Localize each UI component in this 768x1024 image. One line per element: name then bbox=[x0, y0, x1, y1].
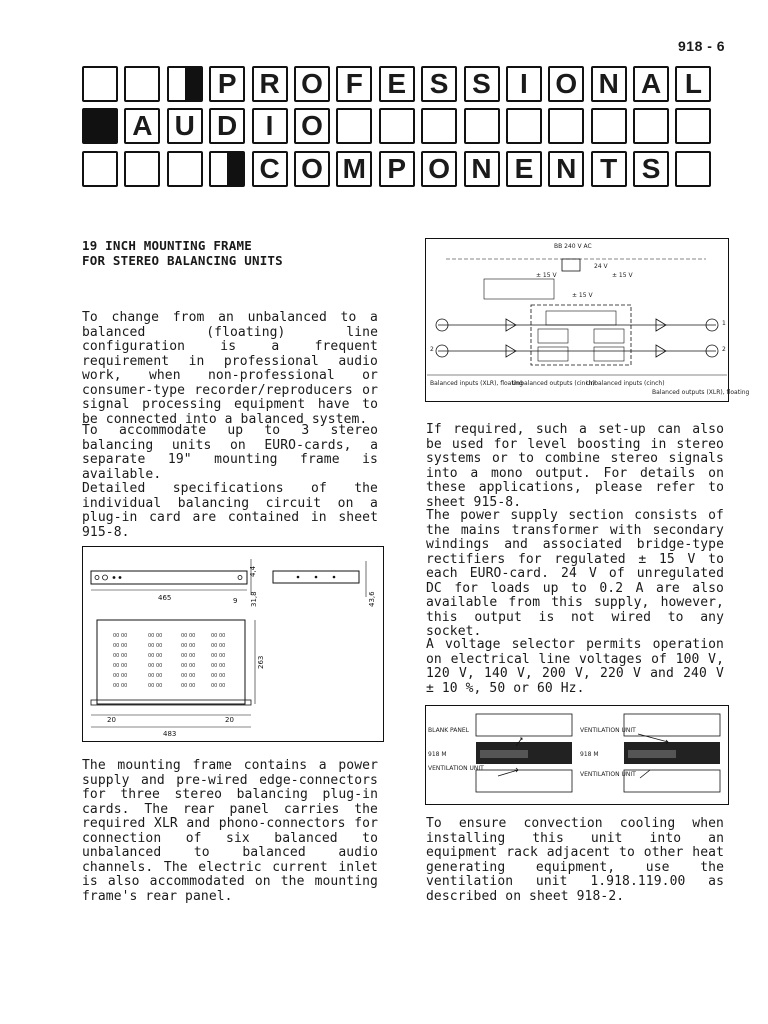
schematic-15v-b: ± 15 V bbox=[612, 272, 633, 279]
schematic-unbalanced-inputs: Unbalanced inputs (cinch) bbox=[586, 380, 665, 387]
svg-text:00 00: 00 00 bbox=[148, 643, 163, 649]
title-cell: O bbox=[294, 151, 330, 187]
svg-text:00 00: 00 00 bbox=[113, 653, 128, 659]
title-cell bbox=[675, 108, 711, 144]
paragraph-specifications: Detailed specifications of the individual balancing circuit on a plug-in card are contained in sheet 915-8. bbox=[82, 481, 378, 540]
svg-text:00 00: 00 00 bbox=[211, 683, 226, 689]
title-cell: A bbox=[124, 108, 160, 144]
vent-equip-right: 918 M bbox=[580, 751, 599, 758]
title-cell bbox=[167, 151, 203, 187]
title-cell: U bbox=[167, 108, 203, 144]
title-cell: S bbox=[464, 66, 500, 102]
svg-text:00 00: 00 00 bbox=[148, 673, 163, 679]
svg-text:00 00: 00 00 bbox=[113, 633, 128, 639]
schematic-out-1: 1 bbox=[722, 320, 726, 327]
block-diagram bbox=[425, 238, 750, 402]
title-cell: S bbox=[421, 66, 457, 102]
title-cell: M bbox=[336, 151, 372, 187]
title-cell bbox=[209, 151, 245, 187]
heading-line-1: 19 INCH MOUNTING FRAME bbox=[82, 238, 252, 253]
title-cell: L bbox=[675, 66, 711, 102]
title-cell: T bbox=[591, 151, 627, 187]
title-cell: D bbox=[209, 108, 245, 144]
title-cell: I bbox=[252, 108, 288, 144]
title-cell: R bbox=[252, 66, 288, 102]
title-cell: E bbox=[506, 151, 542, 187]
title-cell bbox=[167, 66, 203, 102]
dim-436: 43,6 bbox=[368, 591, 376, 607]
title-cell: O bbox=[548, 66, 584, 102]
svg-text:00 00: 00 00 bbox=[211, 663, 226, 669]
svg-text:00 00: 00 00 bbox=[113, 663, 128, 669]
title-cell bbox=[124, 66, 160, 102]
paragraph-accommodate: To accommodate up to 3 stereo balancing units on EURO-cards, a separate 19" mounting frame is available. bbox=[82, 423, 378, 482]
dim-44: 4,4 bbox=[249, 565, 257, 577]
sheet-number: 918 - 6 bbox=[678, 38, 726, 54]
svg-text:00 00: 00 00 bbox=[148, 663, 163, 669]
title-cell bbox=[124, 151, 160, 187]
schematic-unbalanced-outputs: Unbalanced outputs (cinch) bbox=[512, 380, 595, 387]
svg-text:00 00: 00 00 bbox=[148, 683, 163, 689]
title-cell bbox=[82, 151, 118, 187]
title-cell bbox=[421, 108, 457, 144]
mounting-frame-svg bbox=[83, 547, 383, 741]
section-heading bbox=[82, 238, 283, 268]
svg-text:00 00: 00 00 bbox=[211, 653, 226, 659]
mounting-frame-drawing bbox=[82, 546, 384, 742]
paragraph-voltage-selector: A voltage selector permits operation on electrical line voltages of 100 V, 120 V, 140 V, 200 V, 220 V and 240 V ± 10 %, 50 or 60 Hz. bbox=[426, 637, 724, 696]
dim-20-left: 20 bbox=[107, 716, 116, 724]
title-cell: I bbox=[506, 66, 542, 102]
title-cell bbox=[633, 108, 669, 144]
svg-text:00 00: 00 00 bbox=[181, 683, 196, 689]
title-cell bbox=[506, 108, 542, 144]
svg-text:00 00: 00 00 bbox=[181, 663, 196, 669]
title-cell: F bbox=[336, 66, 372, 102]
heading-line-2: FOR STEREO BALANCING UNITS bbox=[82, 253, 283, 268]
title-cell: C bbox=[252, 151, 288, 187]
title-row-components bbox=[82, 151, 718, 187]
title-cell: P bbox=[379, 151, 415, 187]
dim-483: 483 bbox=[163, 730, 177, 738]
svg-text:00 00: 00 00 bbox=[148, 653, 163, 659]
paragraph-power-supply: The power supply section consists of the mains transformer with secondary windings and associated bridge-type rectifiers for regulated ± 15 V to each EURO-card. 24 V of unregulated DC for loads up to 0.2 A are also available from this supply, however, this output is not wired to any socket. bbox=[426, 508, 724, 639]
schematic-top-label: BB 240 V AC bbox=[554, 243, 592, 250]
ventilation-svg bbox=[426, 706, 728, 804]
title-cell: N bbox=[464, 151, 500, 187]
schematic-out-2: 2 bbox=[722, 346, 726, 353]
dim-20-right: 20 bbox=[225, 716, 234, 724]
svg-text:00 00: 00 00 bbox=[113, 643, 128, 649]
dim-465: 465 bbox=[158, 594, 172, 602]
title-cell: P bbox=[209, 66, 245, 102]
title-cell: O bbox=[421, 151, 457, 187]
svg-text:00 00: 00 00 bbox=[181, 643, 196, 649]
title-cell: N bbox=[548, 151, 584, 187]
title-cell bbox=[464, 108, 500, 144]
paragraph-intro: To change from an unbalanced to a balanced (floating) line configuration is a frequent requirement in professional audio work, when non-professional or consumer-type recorder/reproducers or signal processing equipment have to be connected into a balanced system. bbox=[82, 310, 378, 427]
ventilation-drawing bbox=[425, 705, 729, 805]
paragraph-level-boosting: If required, such a set-up can also be used for level boosting in stereo systems or to combine stereo signals into a mono output. For details on these applications, please refer to sheet 915-8. bbox=[426, 422, 724, 510]
title-cell bbox=[548, 108, 584, 144]
title-cell bbox=[82, 66, 118, 102]
schematic-balanced-outputs: Balanced outputs (XLR), floating bbox=[652, 389, 750, 396]
title-cell bbox=[82, 108, 118, 144]
paragraph-convection-cooling: To ensure convection cooling when installing this unit into an equipment rack adjacent to other heat generating equipment, use the ventilation unit 1.918.119.00 as described on sheet 918-2. bbox=[426, 816, 724, 904]
block-diagram-svg bbox=[426, 239, 750, 401]
title-cell bbox=[336, 108, 372, 144]
vent-unit-right-top: VENTILATION UNIT bbox=[580, 727, 636, 734]
vent-unit-left: VENTILATION UNIT bbox=[428, 765, 484, 772]
vent-unit-right-bottom: VENTILATION UNIT bbox=[580, 771, 636, 778]
svg-text:00 00: 00 00 bbox=[211, 673, 226, 679]
title-cell: O bbox=[294, 66, 330, 102]
title-cell bbox=[591, 108, 627, 144]
svg-text:00 00: 00 00 bbox=[181, 653, 196, 659]
schematic-in-2: 2 bbox=[430, 346, 434, 353]
dim-263: 263 bbox=[257, 655, 265, 669]
dim-318: 31,8 bbox=[250, 591, 258, 607]
schematic-15v-c: ± 15 V bbox=[572, 292, 593, 299]
schematic-24v: 24 V bbox=[594, 263, 608, 270]
paragraph-mounting-frame: The mounting frame contains a power supply and pre-wired edge-connectors for three stereo balancing plug-in cards. The rear panel carries the required XLR and phono-connectors for connection of six balanced to unbalanced to balanced audio channels. The electric current inlet is also accommodated on the mounting frame's rear panel. bbox=[82, 758, 378, 904]
svg-text:00 00: 00 00 bbox=[211, 643, 226, 649]
title-cell bbox=[675, 151, 711, 187]
title-cell: A bbox=[633, 66, 669, 102]
title-cell: E bbox=[379, 66, 415, 102]
svg-text:00 00: 00 00 bbox=[211, 633, 226, 639]
svg-text:00 00: 00 00 bbox=[113, 673, 128, 679]
title-row-audio bbox=[82, 108, 718, 144]
title-cell bbox=[379, 108, 415, 144]
title-cell: N bbox=[591, 66, 627, 102]
title-cell: S bbox=[633, 151, 669, 187]
vent-equip-left: 918 M bbox=[428, 751, 447, 758]
svg-text:00 00: 00 00 bbox=[181, 633, 196, 639]
svg-text:00 00: 00 00 bbox=[181, 673, 196, 679]
title-row-professional bbox=[82, 66, 718, 102]
svg-text:00 00: 00 00 bbox=[148, 633, 163, 639]
title-cell: O bbox=[294, 108, 330, 144]
svg-text:00 00: 00 00 bbox=[113, 683, 128, 689]
schematic-balanced-inputs: Balanced inputs (XLR), floating bbox=[430, 380, 523, 387]
dim-9: 9 bbox=[233, 597, 238, 605]
schematic-15v-a: ± 15 V bbox=[536, 272, 557, 279]
vent-blank-panel: BLANK PANEL bbox=[428, 727, 469, 734]
